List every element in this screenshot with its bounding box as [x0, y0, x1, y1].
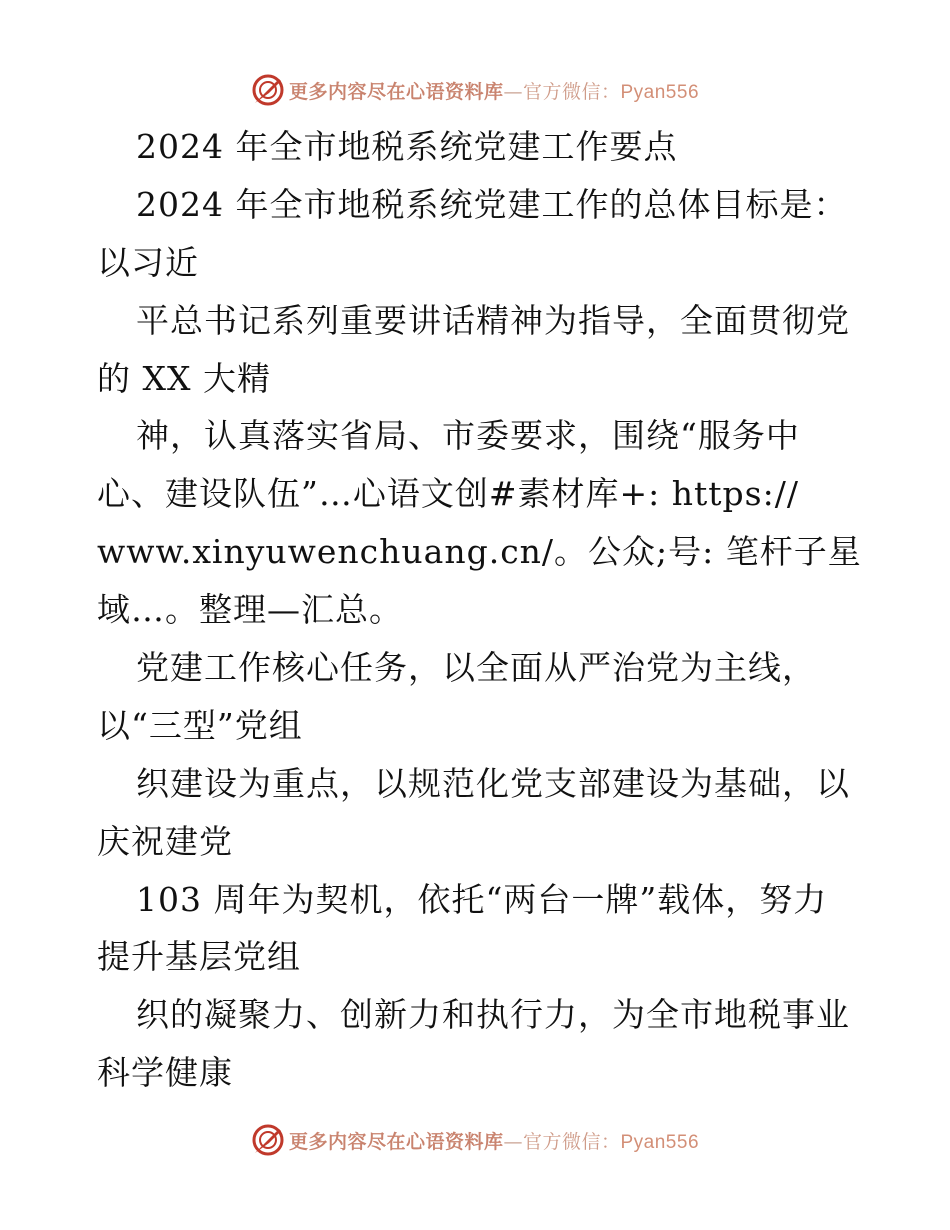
pen-logo-icon — [251, 73, 285, 107]
watermark-dash: — — [503, 80, 523, 103]
document-title: 2024 年全市地税系统党建工作要点 — [136, 127, 678, 166]
paragraph-line: 党建工作核心任务，以全面从严治党为主线， — [136, 648, 816, 688]
watermark-main: 更多内容尽在心语资料库 — [288, 1130, 504, 1153]
paragraph-line: 平总书记系列重要讲话精神为指导，全面贯彻党 — [136, 300, 850, 340]
watermark-footer — [0, 1120, 950, 1160]
watermark-id: Pyan556 — [620, 1131, 700, 1153]
document-body — [97, 118, 862, 1102]
watermark-text — [289, 1127, 699, 1154]
paragraph-line: 织的凝聚力、创新力和执行力，为全市地税事业 — [136, 995, 850, 1035]
paragraph-line: 2024 年全市地税系统党建工作的总体目标是： — [136, 184, 848, 224]
paragraph-line: 提升基层党组 — [97, 937, 301, 977]
paragraph-line: 织建设为重点，以规范化党支部建设为基础，以 — [136, 763, 850, 803]
paragraph-line: 庆祝建党 — [97, 821, 233, 861]
paragraph-line: 心、建设队伍”…心语文创#素材库+: https:// — [97, 474, 799, 514]
paragraph-line: 103 周年为契机，依托“两台一牌”载体，努力 — [136, 879, 828, 919]
watermark-sub: 官方微信： — [522, 1130, 621, 1153]
paragraph-line: 以习近 — [97, 242, 199, 282]
pen-logo-icon — [251, 1123, 285, 1157]
watermark-id: Pyan556 — [620, 81, 700, 103]
watermark-sub: 官方微信： — [522, 80, 621, 103]
paragraph-line: 域…。整理—汇总。 — [97, 590, 403, 630]
paragraph-line: 以“三型”党组 — [97, 705, 303, 745]
paragraph-line: 科学健康 — [97, 1053, 233, 1093]
watermark-text — [289, 77, 699, 104]
paragraph-line: 神，认真落实省局、市委要求，围绕“服务中 — [136, 416, 800, 456]
watermark-header — [0, 70, 950, 110]
watermark-main: 更多内容尽在心语资料库 — [288, 80, 504, 103]
watermark-dash: — — [503, 1130, 523, 1153]
paragraph-line: www.xinyuwenchuang.cn/。公众;号: 笔杆子星 — [97, 532, 862, 572]
paragraph-line: 的 XX 大精 — [97, 358, 271, 398]
